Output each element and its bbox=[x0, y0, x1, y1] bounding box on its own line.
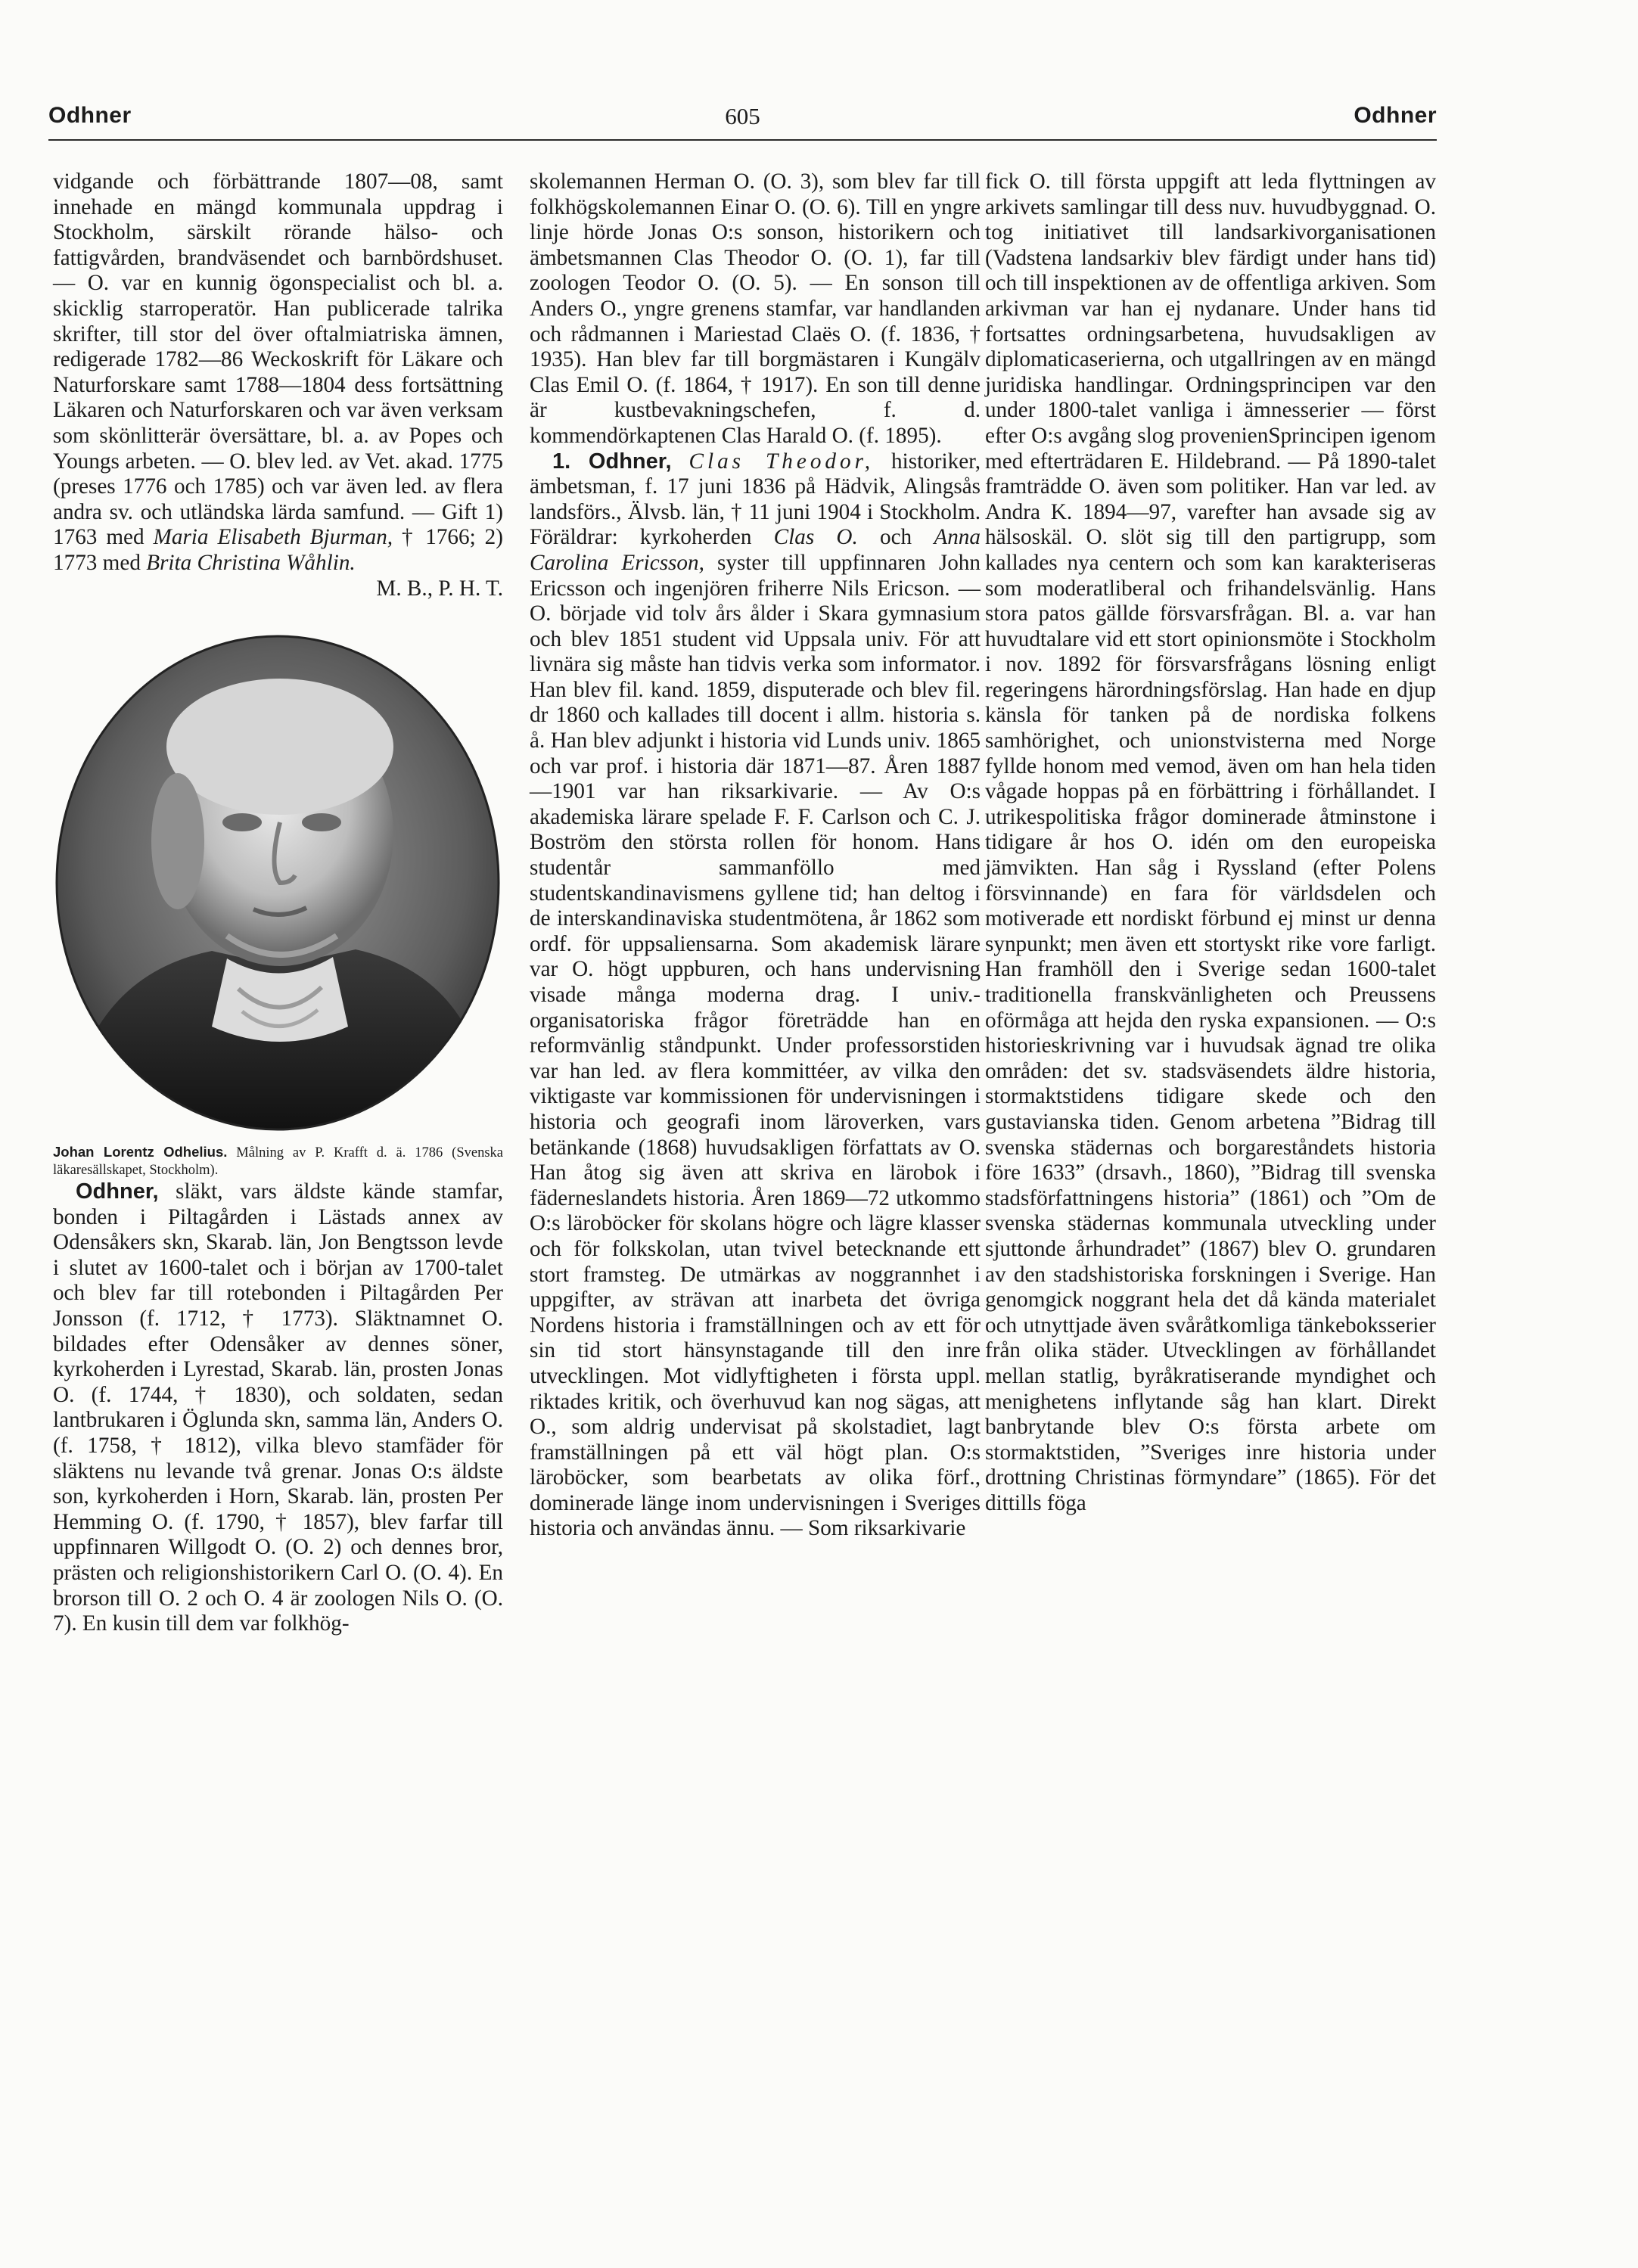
entry-text: vidgande och förbättrande 1807—08, samt innehade en mängd kommunala uppdrag i Stockholm, särskilt rörande hälso- och fattigvården, brandväsendet och barnbördshuset. — O. var en kunnig ögonspecialist och bl. a. skicklig starroperatör. Han publicerade talrika skrifter, till stor del över oftalmiatriska ämnen, redigerade 1782—86 Weckoskrift för Läkare och Naturforskare samt 1788—1804 dess fortsättning Läkaren och Naturforskaren och var även verksam som skönlitterär översättare, bl. a. av Popes och Youngs arbeten. — O. blev led. av Vet. akad. 1775 (preses 1776 och 1785) och var även led. av flera andra sv. och utländska lärda samfund. — Gift 1) 1763 med bbox=[53, 169, 503, 550]
entry-text: historiker, ämbetsman, f. 17 juni 1836 på Hädvik, Alingsås landsförs., Älvsb. län, † 11 juni 1904 i Stockholm. Föräldrar: kyrkoherden bbox=[530, 449, 981, 550]
odhner-family-entry bbox=[53, 1179, 503, 1637]
author-signature: M. B., P. H. T. bbox=[376, 576, 503, 601]
odhner-family-continued: skolemannen Herman O. (O. 3), som blev far till folkhögskolemannen Einar O. (O. 6). Till en yngre linje hörde Jonas O:s sonson, historikern och ämbetsmannen Clas Theodor O. (O. 1), far till zoologen Teodor O. (O. 5). — En sonson till Anders O., yngre grenens stamfar, var handlanden och rådmannen i Mariestad Claës O. (f. 1836, † 1935). Han blev far till borgmästaren i Kungälv Clas Emil O. (f. 1864, † 1917). En son till denne är kustbevakningschefen, f. d. kommendörkaptenen Clas Harald O. (f. 1895). bbox=[530, 169, 981, 448]
entry-given-name: Clas Theodor, bbox=[688, 449, 875, 474]
caption-text: Målning av P. Krafft d. ä. 1786 (Svenska läkaresällskapet, Stockholm). bbox=[53, 1145, 503, 1179]
father-name: Clas O. bbox=[773, 525, 858, 550]
column-left bbox=[53, 169, 503, 1637]
portrait-drawing bbox=[53, 633, 503, 1132]
entry-text: syster till uppfinnaren John Ericsson och ingenjören friherre Nils Ericson. — O. började vid tolv års ålder i Skara gymnasium och blev 1851 student vid Uppsala univ. För att livnära sig måste han tidvis verka som informator. Han blev fil. kand. 1859, disputerade och blev fil. dr 1860 och kallades till docent i allm. historia s. å. Han blev adjunkt i historia vid Lunds univ. 1865 och var prof. i historia där 1871—87. Åren 1887—1901 var han riksarkivarie. — Av O:s akademiska lärare spelade F. F. Carlson och C. J. Boström den största rollen för honom. Hans studentår sammanföllo med studentskandinavismens gyllene tid; han deltog i de interskandinaviska studentmötena, år 1862 som ordf. för uppsaliensarna. Som akademisk lärare var O. högt uppburen, och hans undervisning visade många moderna drag. I univ.-organisatoriska frågor företrädde han en reformvänlig ståndpunkt. Under professorstiden var han led. av flera kommittéer, av vilka den viktigaste var kommissionen för undervisningen i historia och geografi inom läroverken, vars betänkande (1868) huvudsakligen författats av O. Han åtog sig även att skriva en lärobok i fäderneslandets historia. Åren 1869—72 utkommo O:s läroböcker för skolans högre och lägre klasser och för folkskolan, utan tvivel betecknande ett stort framsteg. De utmärkas av noggrannhet i uppgifter, av strävan att inarbeta det övriga Nordens historia i framställningen och av ett för sin tid stort hänsynstagande till den inre utvecklingen. Mot vidlyftigheten i första uppl. riktades kritik, och överhuvud kan nog sägas, att O., som aldrig undervisat på skolstadiet, lagt framställningen på ett väl högt plan. O:s läroböcker, som bearbetats av olika förf., dominerade länge inom undervisningen i Sveriges historia och användas ännu. — Som riksarkivarie bbox=[530, 550, 981, 1541]
page-header bbox=[48, 100, 1437, 141]
entry-text: släkt, vars äldste kände stamfar, bonden i Piltagården i Lästads annex av Odensåkers skn, Skarab. län, Jon Bengtsson levde i slutet av 1600-talet och i början av 1700-talet och blev far till rotebonden i Piltagården Per Jonsson (f. 1712, † 1773). Släktnamnet O. bildades efter Odensåker av dennes söner, kyrkoherden i Lyrestad, Skarab. län, prosten Jonas O. (f. 1744, † 1830), och soldaten, sedan lantbrukaren i Öglunda skn, samma län, Anders O. (f. 1758, † 1812), vilka blevo stamfäder för släktens nu levande två grenar. Jonas O:s äldste son, kyrkoherden i Horn, Skarab. län, prosten Per Hemming O. (f. 1790, † 1857), blev farfar till uppfinnaren Willgodt O. (O. 2) och dennes bror, prästen och religionshistorikern Carl O. (O. 4). En brorson till O. 2 och O. 4 är zoologen Nils O. (O. 7). En kusin till dem var folkhög- bbox=[53, 1179, 503, 1636]
entry-text: och bbox=[857, 525, 934, 550]
portrait-caption bbox=[53, 1143, 503, 1179]
odhelius-entry-end bbox=[53, 169, 503, 576]
column-right bbox=[985, 169, 1436, 1516]
mother-name: Anna Carolina Ericsson, bbox=[530, 525, 981, 575]
portrait-image bbox=[53, 633, 503, 1132]
caption-name: Johan Lorentz Odhelius. bbox=[53, 1144, 228, 1160]
wife-name-1: Maria Elisabeth Bjurman, bbox=[153, 525, 393, 550]
odhner-clas-theodor-entry bbox=[530, 449, 981, 1543]
entry-headword: 1. Odhner, bbox=[552, 449, 672, 474]
column-middle bbox=[530, 169, 981, 1542]
entry-text: † 1766; 2) 1773 med bbox=[53, 525, 503, 575]
page-number: 605 bbox=[725, 103, 760, 129]
wife-name-2: Brita Christina Wåhlin. bbox=[146, 550, 356, 575]
header-right-word: Odhner bbox=[1354, 103, 1437, 128]
family-headword: Odhner, bbox=[76, 1179, 159, 1204]
odhner-clas-theodor-continued: fick O. till första uppgift att leda flyttningen av arkivets samlingar till dess nuv. huvudbyggnad. O. tog initiativet till landsarkivorganisationen (Vadstena landsarkiv blev färdigt under hans tid) och till inspektionen av de offentliga arkiven. Som arkivman var han ej nydanare. Under hans tid fortsattes ordningsarbetena, huvudsakligen av diplomaticaserierna, och utgallringen av en mängd juridiska handlingar. Ordningsprincipen var den under 1800-talet vanliga i ämnesserier — först efter O:s avgång slog provenienSprincipen igenom med efterträdaren E. Hildebrand. — På 1890-talet framträdde O. även som politiker. Han var led. av Andra K. 1894—97, varefter han avsade sig av hälsoskäl. O. slöt sig till den partigrupp, som kallades nya centern och som kan karakteriseras som moderatliberal och frihandelsvänlig. Hans stora patos gällde försvarsfrågan. Bl. a. var han huvudtalare vid ett stort opinionsmöte i Stockholm i nov. 1892 för försvarsfrågans lösning enligt regeringens härordningsförslag. Han hade en djup känsla för tanken på de nordiska folkens samhörighet, och unionstvisterna med Norge fyllde honom med vemod, även om han hela tiden vågade hoppas på en förbättring i förhållandet. I utrikespolitiska frågor dominerade åtminstone i tidigare år hos O. idén om den europeiska jämvikten. Han såg i Ryssland (efter Polens försvinnande) en fara för världsdelen och motiverade ett nordiskt förbund ej minst ur denna synpunkt; men även ett stortyskt rike vore farligt. Han framhöll den i Sverige sedan 1600-talet traditionella franskvänligheten och Preussens oförmåga att hejda den ryska expansionen. — O:s historieskrivning var i huvudsak ägnad tre olika områden: det sv. stadsväsendets äldre historia, stormaktstidens tidigare skede och den gustavianska tiden. Genom arbetena ”Bidrag till svenska städernas och borgareståndets historia före 1633” (drsavh., 1860), ”Bidrag till svenska stadsförfattningens historia” (1861) och ”Om de svenska städernas kommunala utveckling under sjuttonde århundradet” (1867) blev O. grundaren av den stadshistoriska forskningen i Sverige. Han genomgick noggrant hela det då kända materialet och utnyttjade även svåråtkomliga tänkeboksserier från olika städer. Utvecklingen av förhållandet mellan statlig, byråkratiserande myndighet och menighetens inflytande såg han klart. Direkt banbrytande blev O:s första arbete om stormaktstiden, ”Sveriges inre historia under drottning Christinas förmyndare” (1865). För det dittills föga bbox=[985, 169, 1436, 1515]
header-left-word: Odhner bbox=[48, 103, 132, 128]
